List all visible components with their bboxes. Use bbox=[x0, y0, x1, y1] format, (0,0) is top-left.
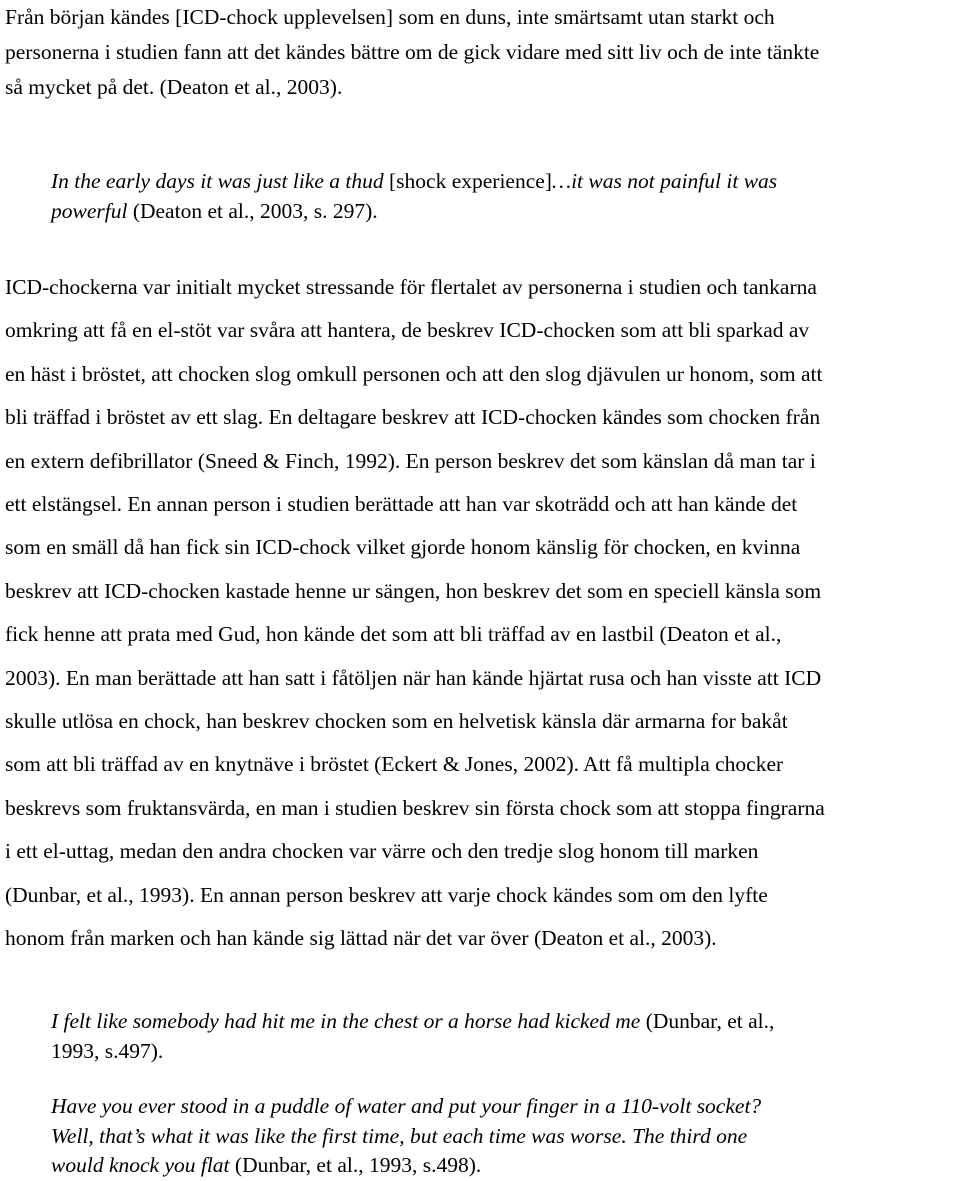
text-line: så mycket på det. (Deaton et al., 2003). bbox=[5, 75, 343, 99]
quote-line bbox=[51, 1151, 931, 1181]
text-line: en häst i bröstet, att chocken slog omkull personen och att den slog djävulen ur honom, som att bbox=[5, 361, 823, 386]
text-line: ett elstängsel. En annan person i studien berättade att han var skoträdd och att han kände det bbox=[5, 492, 798, 517]
quote-italic: would knock you flat bbox=[51, 1153, 230, 1177]
quote-italic: …it was not painful it was bbox=[551, 169, 778, 193]
text-line: beskrev att ICD-chocken kastade henne ur sängen, hon beskrev det som en speciell känsla som bbox=[5, 578, 822, 603]
text-line: personerna i studien fann att det kändes bättre om de gick vidare med sitt liv och de inte tänkte bbox=[5, 40, 820, 64]
text-line: fick henne att prata med Gud, hon kände det som att bli träffad av en lastbil (Deaton et al., bbox=[5, 622, 782, 647]
quote-italic: Have you ever stood in a puddle of water and put your finger in a 110-volt socket? bbox=[51, 1094, 762, 1118]
quote-line bbox=[51, 1092, 931, 1122]
text-line: i ett el-uttag, medan den andra chocken var värre och den tredje slog honom till marken bbox=[5, 839, 759, 864]
text-line: som att bli träffad av en knytnäve i bröstet (Eckert & Jones, 2002). Att få multipla chocker bbox=[5, 752, 784, 777]
block-quote-thud bbox=[51, 167, 931, 226]
quote-citation: (Dunbar, et al., bbox=[640, 1009, 775, 1033]
text-line: (Dunbar, et al., 1993). En annan person beskrev att varje chock kändes som om den lyfte bbox=[5, 882, 768, 907]
quote-citation: (Deaton et al., 2003, s. 297). bbox=[127, 198, 378, 223]
text-line: Från början kändes [ICD-chock upplevelsen] som en duns, inte smärtsamt utan starkt och bbox=[5, 5, 775, 29]
block-quote-horse bbox=[51, 1007, 931, 1066]
quote-italic: Well, that’s what it was like the first time, but each time was worse. The third one bbox=[51, 1123, 748, 1148]
quote-line bbox=[51, 1122, 931, 1152]
quote-italic: I felt like somebody had hit me in the chest or a horse had kicked me bbox=[51, 1009, 641, 1033]
quote-italic: powerful bbox=[51, 198, 128, 223]
quote-line bbox=[51, 1007, 931, 1037]
block-quote-socket bbox=[51, 1092, 931, 1181]
text-line: en extern defibrillator (Sneed & Finch, 1992). En person beskrev det som känslan då man tar i bbox=[5, 448, 816, 473]
paragraph-main bbox=[5, 266, 957, 961]
text-line: beskrevs som fruktansvärda, en man i studien beskrev sin första chock som att stoppa fingrarna bbox=[5, 795, 825, 820]
text-line: bli träffad i bröstet av ett slag. En deltagare beskrev att ICD-chocken kändes som chocken från bbox=[5, 405, 821, 430]
text-line: honom från marken och han kände sig lättad när det var över (Deaton et al., 2003). bbox=[5, 926, 717, 951]
quote-italic: In the early days it was just like a thud bbox=[51, 169, 384, 193]
quote-citation: (Dunbar, et al., 1993, s.498). bbox=[229, 1153, 482, 1177]
text-line: skulle utlösa en chock, han beskrev chocken som en helvetisk känsla där armarna for bakåt bbox=[5, 709, 788, 734]
text-line: omkring att få en el-stöt var svåra att hantera, de beskrev ICD-chocken som att bli sparkad av bbox=[5, 318, 810, 343]
quote-line: 1993, s.497). bbox=[51, 1038, 164, 1063]
quote-line bbox=[51, 197, 931, 227]
text-line: som en smäll då han fick sin ICD-chock vilket gjorde honom känslig för chocken, en kvinna bbox=[5, 535, 801, 560]
quote-line bbox=[51, 167, 931, 197]
quote-plain: [shock experience] bbox=[383, 169, 552, 193]
text-line: 2003). En man berättade att han satt i fåtöljen när han kände hjärtat rusa och han visste att ICD bbox=[5, 665, 822, 690]
paragraph-intro bbox=[5, 0, 955, 105]
text-line: ICD-chockerna var initialt mycket stressande för flertalet av personerna i studien och tankarna bbox=[5, 275, 817, 299]
